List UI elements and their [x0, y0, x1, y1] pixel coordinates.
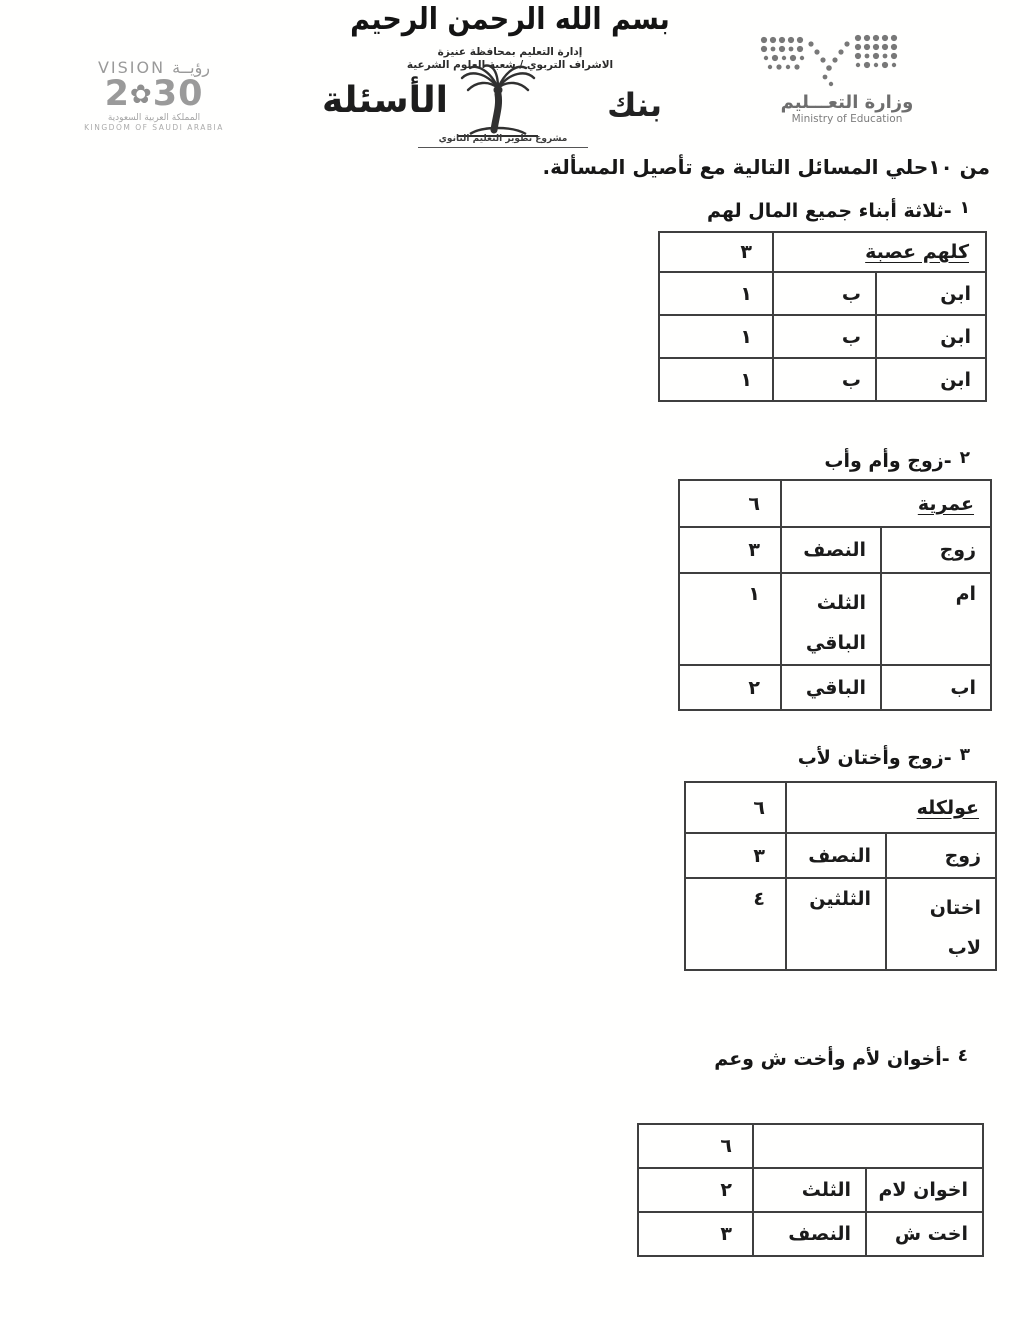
ministry-of-education-logo	[712, 32, 922, 125]
share-name-cell: الباقي	[781, 665, 881, 710]
question-2-title: -زوج وأم وأب	[824, 450, 952, 472]
table-base-cell: ٦	[679, 480, 781, 527]
share-value-cell: ٣	[685, 833, 786, 878]
palm-tree-icon	[450, 64, 546, 142]
qbank-subtitle: مشروع تطوير التعليم الثانوي	[418, 134, 588, 148]
table-header-label-cell: عولكله	[786, 782, 996, 833]
share-value-cell: ٣	[679, 527, 781, 573]
table-base-cell: ٣	[659, 232, 773, 272]
share-value-cell: ١	[679, 573, 781, 665]
question-1-number: ١	[959, 198, 970, 218]
table-row	[638, 1124, 983, 1168]
question-4-number: ٤	[957, 1046, 968, 1066]
question-2-heading	[824, 448, 970, 472]
heir-cell: ابن	[876, 358, 986, 401]
table-row	[679, 665, 991, 710]
table-row	[679, 573, 991, 665]
moe-dots-emblem-icon	[754, 32, 904, 88]
vision-2030-logo	[68, 58, 240, 132]
heir-cell: زوج	[881, 527, 991, 573]
heir-cell: اختان لاب	[886, 878, 996, 970]
share-name-cell: ب	[773, 272, 876, 315]
heir-cell: ابن	[876, 315, 986, 358]
share-value-cell: ١	[659, 358, 773, 401]
department-line1: إدارة التعليم بمحافظة عنيزة	[437, 46, 583, 58]
table-header-label-cell: كلهم عصبة	[773, 232, 986, 272]
share-value-cell: ١	[659, 315, 773, 358]
table-row	[679, 480, 991, 527]
question-1-title: -ثلاثة أبناء جميع المال لهم	[707, 200, 952, 222]
share-value-cell: ٢	[679, 665, 781, 710]
vision-title: VISION رؤيــة	[97, 58, 211, 77]
table-row	[685, 833, 996, 878]
table-row	[679, 527, 991, 573]
bismillah-calligraphy: بسم الله الرحمن الرحيم	[350, 2, 670, 37]
question-2-number: ٢	[959, 448, 970, 468]
qbank-word-left: الأسئلة	[322, 80, 448, 121]
table-base-cell: ٦	[638, 1124, 753, 1168]
share-value-cell: ٢	[638, 1168, 753, 1212]
share-name-cell: الثلث	[753, 1168, 866, 1212]
inheritance-table-1	[658, 231, 987, 402]
question-4-heading	[714, 1046, 968, 1070]
question-3-title: -زوج وأختان لأب	[797, 747, 952, 769]
table-row	[659, 315, 986, 358]
instruction-line: من ١٠حلي المسائل التالية مع تأصيل المسألة.	[542, 155, 990, 179]
heir-cell: اخت ش	[866, 1212, 983, 1256]
heir-cell: ام	[881, 573, 991, 665]
qbank-word-right: بنك	[607, 86, 662, 124]
heir-cell: اخوان لام	[866, 1168, 983, 1212]
question-1-heading	[707, 198, 970, 222]
table-row	[685, 782, 996, 833]
moe-name-arabic: وزارة التعـــليم	[780, 92, 914, 113]
share-value-cell: ١	[659, 272, 773, 315]
inheritance-table-3	[684, 781, 997, 971]
share-name-cell: النصف	[786, 833, 886, 878]
inheritance-table-2	[678, 479, 992, 711]
saudi-emblem-icon: ✿	[129, 80, 153, 110]
question-4-title: -أخوان لأم وأخت ش وعم	[714, 1048, 950, 1070]
share-name-cell: النصف	[781, 527, 881, 573]
table-row	[638, 1168, 983, 1212]
moe-name-english: Ministry of Education	[791, 113, 903, 125]
question-3-heading	[798, 745, 970, 769]
share-name-cell: النصف	[753, 1212, 866, 1256]
share-name-cell: ب	[773, 315, 876, 358]
table-header-label-cell	[753, 1124, 983, 1168]
share-name-cell: الثلث الباقي	[781, 573, 881, 665]
vision-country-ar: المملكة العربية السعودية	[107, 113, 201, 123]
share-value-cell: ٣	[638, 1212, 753, 1256]
table-row	[659, 358, 986, 401]
vision-country-en: KINGDOM OF SAUDI ARABIA	[84, 123, 224, 132]
share-name-cell: الثلثين	[786, 878, 886, 970]
heir-cell: اب	[881, 665, 991, 710]
table-base-cell: ٦	[685, 782, 786, 833]
table-row	[685, 878, 996, 970]
heir-cell: زوج	[886, 833, 996, 878]
vision-year: 2✿30	[104, 74, 204, 114]
heir-cell: ابن	[876, 272, 986, 315]
inheritance-table-4	[637, 1123, 984, 1257]
share-value-cell: ٤	[685, 878, 786, 970]
department-line2: الاشراف التربوي / شعبة العلوم الشرعية	[406, 59, 614, 71]
question-bank-logo	[322, 66, 666, 156]
table-header-label-cell: عمرية	[781, 480, 991, 527]
table-row	[659, 272, 986, 315]
question-3-number: ٣	[959, 745, 970, 765]
table-row	[659, 232, 986, 272]
share-name-cell: ب	[773, 358, 876, 401]
table-row	[638, 1212, 983, 1256]
